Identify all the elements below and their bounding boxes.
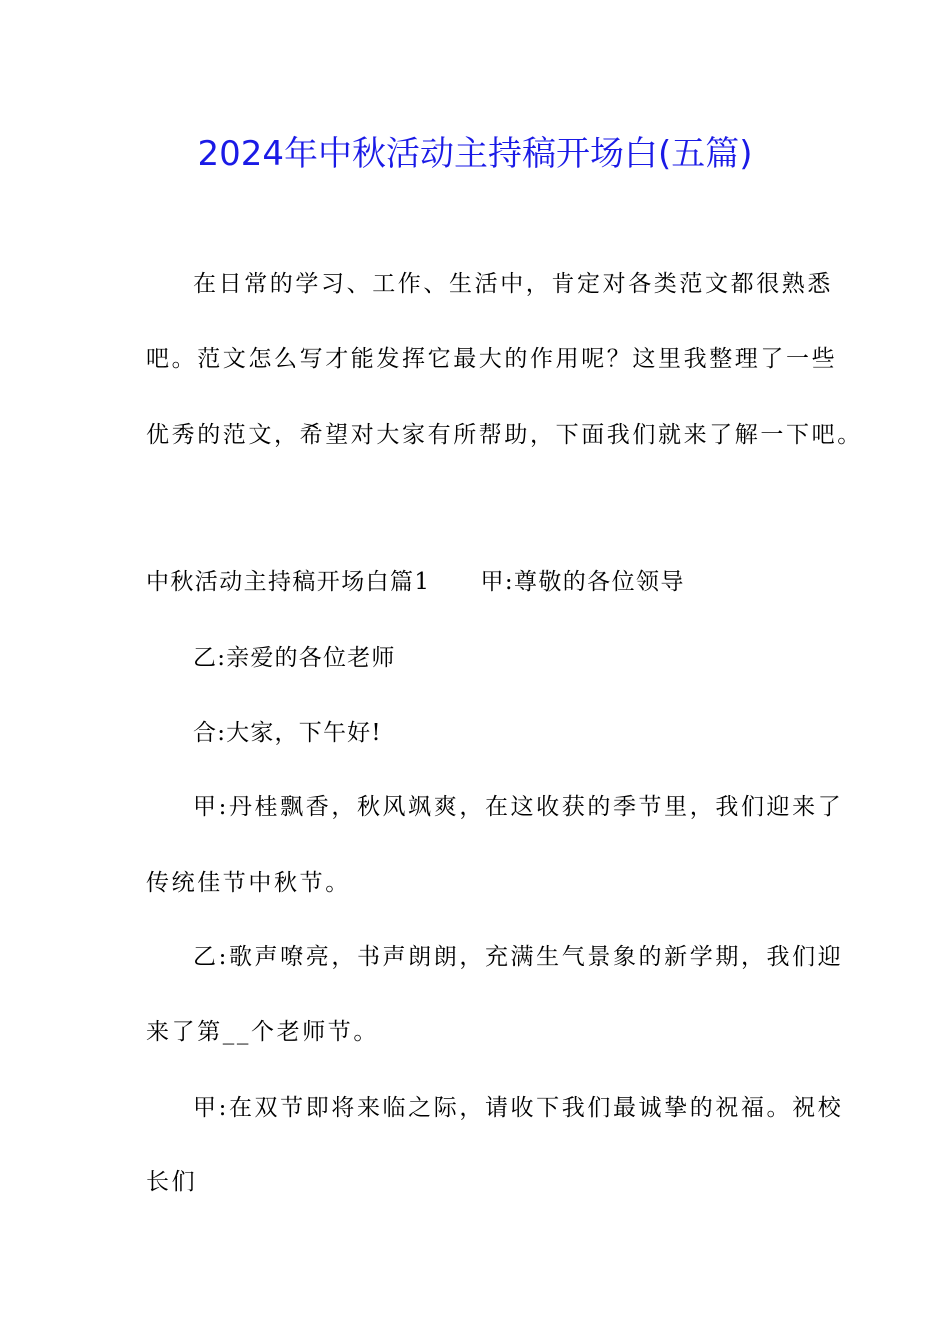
body-line-1: 乙:亲爱的各位老师 [193, 645, 396, 671]
body-line-5: 乙:歌声嘹亮，书声朗朗，充满生气景象的新学期，我们迎 [193, 944, 844, 970]
intro-line-3: 优秀的范文，希望对大家有所帮助，下面我们就来了解一下吧。 [146, 422, 863, 448]
body-line-8: 长们 [146, 1169, 198, 1195]
body-line-6: 来了第__个老师节。 [146, 1019, 379, 1045]
intro-line-2: 吧。范文怎么写才能发挥它最大的作用呢？这里我整理了一些 [146, 346, 838, 372]
body-line-3: 甲:丹桂飘香，秋风飒爽，在这收获的季节里，我们迎来了 [193, 794, 844, 820]
body-line-2: 合:大家，下午好! [193, 720, 382, 746]
body-line-7: 甲:在双节即将来临之际，请收下我们最诚挚的祝福。祝校 [193, 1095, 844, 1121]
body-line-4: 传统佳节中秋节。 [146, 870, 351, 896]
intro-line-1: 在日常的学习、工作、生活中，肯定对各类范文都很熟悉 [193, 271, 833, 297]
page-title: 2024年中秋活动主持稿开场白(五篇) [197, 134, 753, 174]
section-heading-row [146, 566, 685, 598]
section-first-line: 甲:尊敬的各位领导 [480, 569, 685, 595]
section-heading: 中秋活动主持稿开场白篇1 [146, 569, 431, 595]
